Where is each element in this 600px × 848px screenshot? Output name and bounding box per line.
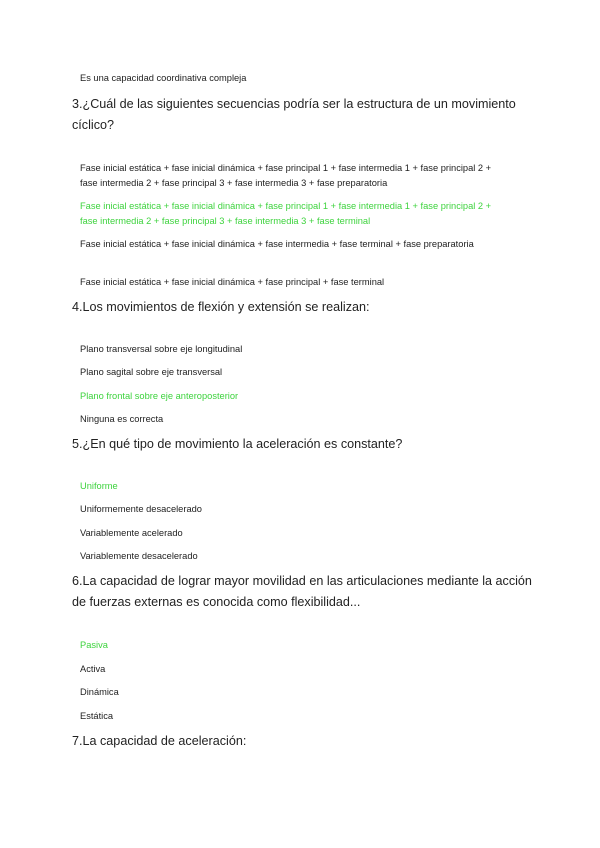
question-7: 7.La capacidad de aceleración:: [72, 734, 247, 748]
option-q5-3: Variablemente acelerado: [80, 528, 183, 538]
option-q2-4: Es una capacidad coordinativa compleja: [80, 73, 247, 83]
option-q3-4: Fase inicial estática + fase inicial dinámica + fase principal + fase terminal: [80, 277, 385, 287]
option-q4-4: Ninguna es correcta: [80, 414, 164, 424]
option-q5-4: Variablemente desacelerado: [80, 551, 198, 561]
option-q3-1: Fase inicial estática + fase inicial dinámica + fase principal 1 + fase intermedia 1 + fase principal 2 + fase intermedia 2 + fase principal 3 + fase intermedia 3 + fase preparatoria: [80, 163, 492, 188]
option-q4-3-correct: Plano frontal sobre eje anteroposterior: [80, 391, 239, 401]
option-q6-4: Estática: [80, 711, 114, 721]
option-q3-2-correct: Fase inicial estática + fase inicial dinámica + fase principal 1 + fase intermedia 1 + fase principal 2 + fase intermedia 2 + fase principal 3 + fase intermedia 3 + fase terminal: [80, 201, 492, 226]
option-q6-3: Dinámica: [80, 687, 119, 697]
question-6: 6.La capacidad de lograr mayor movilidad en las articulaciones mediante la acción de fuerzas externas es conocida como flexibilidad...: [72, 574, 532, 609]
option-q6-1-correct: Pasiva: [80, 640, 108, 650]
option-q5-1-correct: Uniforme: [80, 481, 118, 491]
option-q6-2: Activa: [80, 664, 106, 674]
option-q4-1: Plano transversal sobre eje longitudinal: [80, 344, 243, 354]
option-q3-3: Fase inicial estática + fase inicial dinámica + fase intermedia + fase terminal + fase preparatoria: [80, 239, 474, 249]
question-5: 5.¿En qué tipo de movimiento la aceleración es constante?: [72, 437, 403, 451]
question-4: 4.Los movimientos de flexión y extensión se realizan:: [72, 300, 370, 314]
option-q5-2: Uniformemente desacelerado: [80, 504, 202, 514]
option-q4-2: Plano sagital sobre eje transversal: [80, 367, 223, 377]
question-3: 3.¿Cuál de las siguientes secuencias podría ser la estructura de un movimiento cíclico?: [72, 97, 516, 132]
